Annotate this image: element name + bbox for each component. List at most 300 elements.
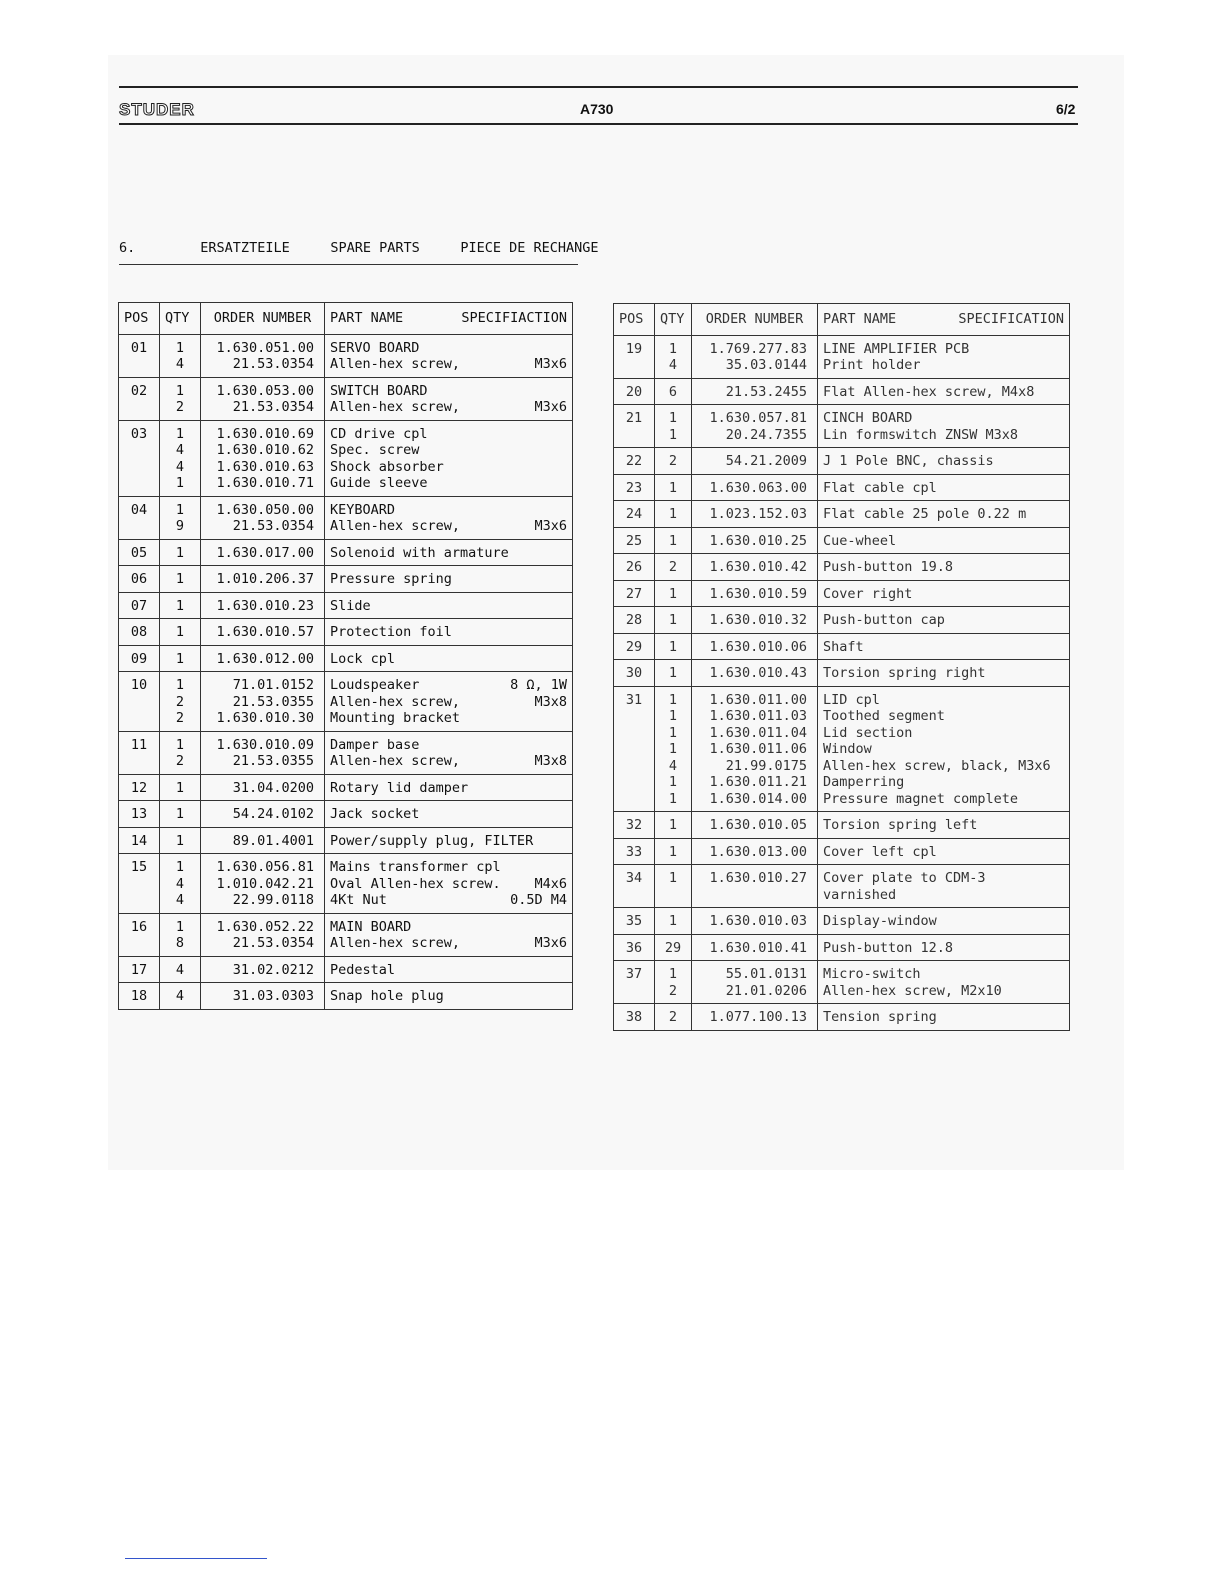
part-name-header-label: PART NAME <box>823 311 897 327</box>
model-number: A730 <box>580 101 614 117</box>
order-number-value: 1.630.010.59 <box>709 585 807 602</box>
part-name-value: LINE AMPLIFIER PCB <box>823 340 970 357</box>
section-title-fr: PIECE DE RECHANGE <box>460 240 599 256</box>
pos-cell: 05 <box>119 539 160 566</box>
order-number-cell <box>692 934 818 961</box>
part-name-value: Allen-hex screw, <box>330 356 461 372</box>
part-name-value: Micro-switch <box>823 966 921 982</box>
part-name-value: Damper base <box>330 736 420 753</box>
specification-value: M3x6 <box>534 518 567 534</box>
order-number-value: 31.03.0303 <box>232 988 314 1004</box>
order-number-value: 1.630.051.00 <box>216 339 314 356</box>
qty-value: 1 <box>668 843 678 860</box>
order-number-value: 1.630.010.63 <box>216 458 314 475</box>
part-name-value: J 1 Pole BNC, chassis <box>823 453 994 469</box>
part-line <box>330 919 567 936</box>
order-number-cell <box>692 527 818 554</box>
part-name-cell <box>818 633 1070 660</box>
qty-value: 1 <box>668 724 678 741</box>
order-number-value: 21.53.0355 <box>232 693 314 710</box>
table-body <box>119 334 573 1009</box>
part-name-value: varnished <box>823 886 897 903</box>
order-number-cell <box>201 854 325 914</box>
order-number-cell <box>692 335 818 378</box>
spare-parts-table-left <box>118 302 573 1010</box>
order-number-value: 1.630.057.81 <box>709 410 807 426</box>
order-number-value: 54.24.0102 <box>232 806 314 822</box>
part-line <box>823 612 1064 629</box>
order-number-cell <box>201 377 325 420</box>
table-row <box>119 334 573 377</box>
part-name-value: Pressure spring <box>330 571 452 587</box>
part-name-cell <box>325 377 573 420</box>
qty-value: 1 <box>175 382 185 399</box>
pos-cell: 10 <box>119 672 160 732</box>
part-name-cell <box>325 827 573 854</box>
part-name-value: Flat cable 25 pole 0.22 m <box>823 506 1027 522</box>
part-name-value: Torsion spring left <box>823 817 978 833</box>
qty-value: 1 <box>175 779 185 796</box>
pos-cell: 02 <box>119 377 160 420</box>
order-number-value: 21.53.0354 <box>232 399 314 415</box>
part-line <box>823 844 1064 861</box>
part-name-cell <box>818 527 1070 554</box>
order-number-cell <box>692 908 818 935</box>
part-line <box>823 708 1064 725</box>
qty-cell <box>160 913 201 956</box>
qty-cell <box>655 934 692 961</box>
part-name-cell <box>818 335 1070 378</box>
part-name-value: Push-button cap <box>823 612 945 628</box>
part-line <box>330 892 567 909</box>
order-number-value: 1.630.010.23 <box>216 597 314 614</box>
part-name-value: Lock cpl <box>330 650 396 667</box>
order-number-cell <box>692 838 818 865</box>
part-name-cell <box>325 645 573 672</box>
qty-value: 1 <box>175 624 185 640</box>
part-name-cell <box>325 496 573 539</box>
part-line <box>330 780 567 797</box>
table-row <box>614 934 1070 961</box>
part-name-cell <box>818 607 1070 634</box>
table-row <box>119 592 573 619</box>
pos-cell: 36 <box>614 934 655 961</box>
qty-cell <box>655 378 692 405</box>
table-row <box>614 474 1070 501</box>
qty-cell <box>655 660 692 687</box>
qty-value: 1 <box>175 736 185 753</box>
specification-value: M3x6 <box>534 399 567 415</box>
part-name-header <box>818 304 1070 336</box>
studer-logo: STUDER <box>119 100 195 119</box>
qty-cell <box>655 448 692 475</box>
order-number-cell <box>692 405 818 448</box>
part-line <box>823 341 1064 358</box>
qty-value: 1 <box>668 665 678 681</box>
part-name-value: Tension spring <box>823 1009 937 1025</box>
qty-cell <box>160 854 201 914</box>
part-line <box>330 935 567 952</box>
part-line <box>330 340 567 357</box>
qty-header: QTY <box>655 304 692 336</box>
qty-cell <box>655 405 692 448</box>
qty-value: 8 <box>175 935 185 951</box>
specification-value: M3x8 <box>534 693 567 710</box>
qty-cell <box>655 554 692 581</box>
order-number-value: 21.53.2455 <box>725 383 807 400</box>
qty-cell <box>160 645 201 672</box>
part-name-cell <box>325 731 573 774</box>
pos-cell: 24 <box>614 501 655 528</box>
order-number-cell <box>692 1004 818 1031</box>
part-name-cell <box>818 501 1070 528</box>
order-number-value: 21.99.0175 <box>725 757 807 774</box>
order-number-value: 1.630.010.69 <box>216 425 314 442</box>
table-row <box>614 812 1070 839</box>
part-name-value: KEYBOARD <box>330 501 396 518</box>
qty-value: 1 <box>668 426 678 443</box>
pos-cell: 27 <box>614 580 655 607</box>
order-number-value: 55.01.0131 <box>725 966 807 982</box>
order-number-cell <box>201 672 325 732</box>
qty-value: 1 <box>668 966 678 982</box>
qty-value: 2 <box>175 710 185 726</box>
part-name-value: Flat Allen-hex screw, M4x8 <box>823 383 1035 400</box>
qty-value: 1 <box>175 677 185 693</box>
part-line <box>823 533 1064 550</box>
order-number-cell <box>201 956 325 983</box>
order-number-value: 35.03.0144 <box>725 357 807 373</box>
part-name-value: Allen-hex screw, <box>330 518 461 534</box>
order-number-value: 1.630.011.06 <box>709 741 807 757</box>
table-row <box>119 377 573 420</box>
part-name-cell <box>325 913 573 956</box>
order-number-cell <box>692 474 818 501</box>
order-number-cell <box>201 566 325 593</box>
part-name-cell <box>818 405 1070 448</box>
order-number-value: 1.630.056.81 <box>216 859 314 875</box>
part-name-value: LID cpl <box>823 691 880 708</box>
qty-cell <box>160 801 201 828</box>
order-number-value: 21.53.0355 <box>232 753 314 769</box>
qty-value: 2 <box>175 693 185 710</box>
part-name-cell <box>325 956 573 983</box>
part-name-value: Display-window <box>823 913 937 929</box>
bottom-link-underline <box>125 1558 267 1559</box>
part-line <box>823 586 1064 603</box>
qty-cell <box>160 334 201 377</box>
part-name-value: 4Kt Nut <box>330 892 387 908</box>
table-body <box>614 335 1070 1030</box>
qty-value: 4 <box>668 757 678 774</box>
part-name-cell <box>325 619 573 646</box>
order-number-value: 1.630.011.21 <box>709 774 807 790</box>
table-row <box>614 378 1070 405</box>
page-number: 6/2 <box>1056 101 1076 117</box>
pos-cell: 21 <box>614 405 655 448</box>
part-name-cell <box>818 378 1070 405</box>
qty-value: 1 <box>175 806 185 822</box>
order-number-value: 1.630.010.09 <box>216 736 314 753</box>
part-name-value: SERVO BOARD <box>330 339 420 356</box>
order-number-cell <box>692 865 818 908</box>
qty-value: 2 <box>668 982 678 999</box>
qty-value: 1 <box>175 425 185 442</box>
qty-cell <box>160 420 201 496</box>
qty-value: 1 <box>668 870 678 886</box>
order-number-value: 31.04.0200 <box>232 779 314 796</box>
order-number-value: 1.630.010.43 <box>709 665 807 681</box>
pos-header: POS <box>614 304 655 336</box>
pos-cell: 29 <box>614 633 655 660</box>
qty-cell <box>655 527 692 554</box>
pos-cell: 03 <box>119 420 160 496</box>
table-row <box>119 496 573 539</box>
part-line <box>330 502 567 519</box>
table-row <box>614 580 1070 607</box>
part-line <box>823 692 1064 709</box>
part-name-value: Guide sleeve <box>330 475 428 491</box>
order-number-cell <box>201 827 325 854</box>
order-number-value: 20.24.7355 <box>725 426 807 443</box>
qty-value: 1 <box>175 475 185 491</box>
order-number-cell <box>692 961 818 1004</box>
order-number-value: 1.023.152.03 <box>709 506 807 522</box>
section-title-de: ERSATZTEILE <box>200 240 290 256</box>
order-number-value: 1.630.010.05 <box>709 817 807 833</box>
part-line <box>330 383 567 400</box>
pos-cell: 15 <box>119 854 160 914</box>
pos-cell: 26 <box>614 554 655 581</box>
part-line <box>823 1009 1064 1026</box>
order-number-cell <box>692 378 818 405</box>
qty-value: 1 <box>668 790 678 807</box>
order-number-cell <box>692 501 818 528</box>
order-number-header: ORDER NUMBER <box>692 304 818 336</box>
pos-cell: 14 <box>119 827 160 854</box>
qty-cell <box>655 865 692 908</box>
part-name-value: Push-button 12.8 <box>823 939 954 956</box>
part-name-value: SWITCH BOARD <box>330 382 428 399</box>
order-number-value: 22.99.0118 <box>232 892 314 908</box>
order-number-cell <box>692 607 818 634</box>
table-row <box>614 838 1070 865</box>
order-number-cell <box>201 496 325 539</box>
part-name-value: Snap hole plug <box>330 988 444 1004</box>
specification-value: M4x6 <box>534 875 567 892</box>
order-number-value: 1.630.012.00 <box>216 650 314 667</box>
spare-parts-table-right <box>613 303 1070 1031</box>
part-name-cell <box>818 908 1070 935</box>
qty-cell <box>655 686 692 812</box>
qty-value: 4 <box>175 458 185 475</box>
table-row <box>614 335 1070 378</box>
pos-cell: 35 <box>614 908 655 935</box>
part-line <box>330 737 567 754</box>
order-number-cell <box>692 554 818 581</box>
qty-value: 1 <box>668 774 678 790</box>
part-line <box>330 399 567 416</box>
order-number-value: 1.077.100.13 <box>709 1009 807 1025</box>
order-number-value: 1.630.011.04 <box>709 724 807 741</box>
qty-header: QTY <box>160 303 201 335</box>
order-number-cell <box>201 645 325 672</box>
pos-cell: 30 <box>614 660 655 687</box>
table-row <box>614 865 1070 908</box>
part-line <box>823 758 1064 775</box>
part-line <box>330 962 567 979</box>
table-row <box>614 501 1070 528</box>
part-name-header-label: PART NAME <box>330 310 404 326</box>
order-number-value: 1.630.010.71 <box>216 475 314 491</box>
part-name-value: Cue-wheel <box>823 532 897 549</box>
part-name-value: Cover plate to CDM-3 <box>823 870 986 886</box>
qty-cell <box>655 812 692 839</box>
qty-value: 1 <box>668 817 678 833</box>
qty-cell <box>655 633 692 660</box>
order-number-cell <box>201 334 325 377</box>
part-line <box>330 426 567 443</box>
order-number-value: 1.010.042.21 <box>216 875 314 892</box>
part-name-value: Flat cable cpl <box>823 479 937 496</box>
part-name-value: Power/supply plug, FILTER <box>330 832 534 849</box>
pos-cell: 18 <box>119 983 160 1010</box>
pos-cell: 32 <box>614 812 655 839</box>
part-line <box>330 545 567 562</box>
order-number-cell <box>201 592 325 619</box>
part-line <box>823 870 1064 887</box>
part-name-cell <box>325 801 573 828</box>
table-row <box>119 539 573 566</box>
order-number-cell <box>201 801 325 828</box>
table-row <box>614 448 1070 475</box>
qty-value: 1 <box>668 691 678 708</box>
header-bottom-rule <box>119 123 1078 125</box>
part-line <box>823 725 1064 742</box>
qty-value: 1 <box>668 612 678 628</box>
order-number-value: 1.010.206.37 <box>216 571 314 587</box>
order-number-cell <box>201 731 325 774</box>
table-row <box>614 527 1070 554</box>
part-name-cell <box>818 812 1070 839</box>
qty-cell <box>655 580 692 607</box>
qty-value: 4 <box>175 892 185 908</box>
part-name-value: Protection foil <box>330 624 452 640</box>
order-number-value: 1.630.017.00 <box>216 544 314 561</box>
pos-cell: 12 <box>119 774 160 801</box>
order-number-value: 1.630.010.41 <box>709 939 807 956</box>
qty-value: 9 <box>175 518 185 534</box>
part-line <box>823 506 1064 523</box>
part-name-cell <box>818 1004 1070 1031</box>
pos-cell: 17 <box>119 956 160 983</box>
qty-value: 1 <box>668 708 678 724</box>
qty-value: 2 <box>668 559 678 575</box>
table-row <box>119 672 573 732</box>
pos-cell: 06 <box>119 566 160 593</box>
qty-value: 1 <box>175 571 185 587</box>
pos-cell: 20 <box>614 378 655 405</box>
order-number-value <box>697 887 807 904</box>
order-number-cell <box>692 580 818 607</box>
qty-value: 1 <box>668 638 678 655</box>
qty-cell <box>160 377 201 420</box>
part-name-cell <box>818 961 1070 1004</box>
part-line <box>330 710 567 727</box>
part-line <box>823 559 1064 576</box>
order-number-value: 1.630.011.03 <box>709 708 807 724</box>
part-name-value: Jack socket <box>330 806 420 822</box>
qty-cell <box>655 908 692 935</box>
order-number-value: 1.630.010.27 <box>709 870 807 886</box>
part-name-cell <box>818 865 1070 908</box>
part-name-value: Pedestal <box>330 961 396 978</box>
order-number-value: 31.02.0212 <box>232 961 314 978</box>
part-line <box>330 356 567 373</box>
header-top-rule <box>119 86 1078 88</box>
qty-cell <box>655 1004 692 1031</box>
section-title-en: SPARE PARTS <box>330 240 420 256</box>
part-name-cell <box>325 334 573 377</box>
qty-cell <box>160 956 201 983</box>
part-line <box>330 753 567 770</box>
part-name-value: MAIN BOARD <box>330 918 412 935</box>
table-row <box>119 619 573 646</box>
part-name-value: CINCH BOARD <box>823 410 913 426</box>
part-line <box>823 983 1064 1000</box>
table-row <box>614 554 1070 581</box>
qty-value: 6 <box>668 383 678 400</box>
table-row <box>119 854 573 914</box>
part-name-value: Damperring <box>823 774 905 790</box>
order-number-value: 21.53.0354 <box>232 935 314 951</box>
section-title <box>119 240 599 256</box>
part-name-value: Cover left cpl <box>823 843 937 860</box>
pos-cell: 23 <box>614 474 655 501</box>
table-header-row <box>614 304 1070 336</box>
table-row <box>614 660 1070 687</box>
part-name-cell <box>818 474 1070 501</box>
order-number-cell <box>692 812 818 839</box>
order-number-value: 1.630.010.32 <box>709 612 807 628</box>
specification-value: M3x6 <box>534 935 567 951</box>
qty-cell <box>655 607 692 634</box>
order-number-value: 1.630.063.00 <box>709 479 807 496</box>
qty-value: 1 <box>175 501 185 518</box>
part-line <box>823 791 1064 808</box>
part-name-value: Toothed segment <box>823 708 945 724</box>
section-number: 6. <box>119 240 136 256</box>
pos-cell: 28 <box>614 607 655 634</box>
table-row <box>119 420 573 496</box>
qty-value: 4 <box>175 356 185 372</box>
part-line <box>330 833 567 850</box>
part-line <box>330 475 567 492</box>
order-number-value: 89.01.4001 <box>232 832 314 849</box>
order-number-value: 1.630.014.00 <box>709 790 807 807</box>
part-name-cell <box>325 539 573 566</box>
part-name-value: Allen-hex screw, <box>330 399 461 415</box>
qty-value: 1 <box>668 913 678 929</box>
qty-value: 2 <box>668 1009 678 1025</box>
qty-cell <box>655 335 692 378</box>
part-line <box>823 913 1064 930</box>
table-row <box>614 1004 1070 1031</box>
pos-cell: 07 <box>119 592 160 619</box>
part-name-cell <box>325 566 573 593</box>
part-line <box>823 384 1064 401</box>
part-line <box>330 598 567 615</box>
